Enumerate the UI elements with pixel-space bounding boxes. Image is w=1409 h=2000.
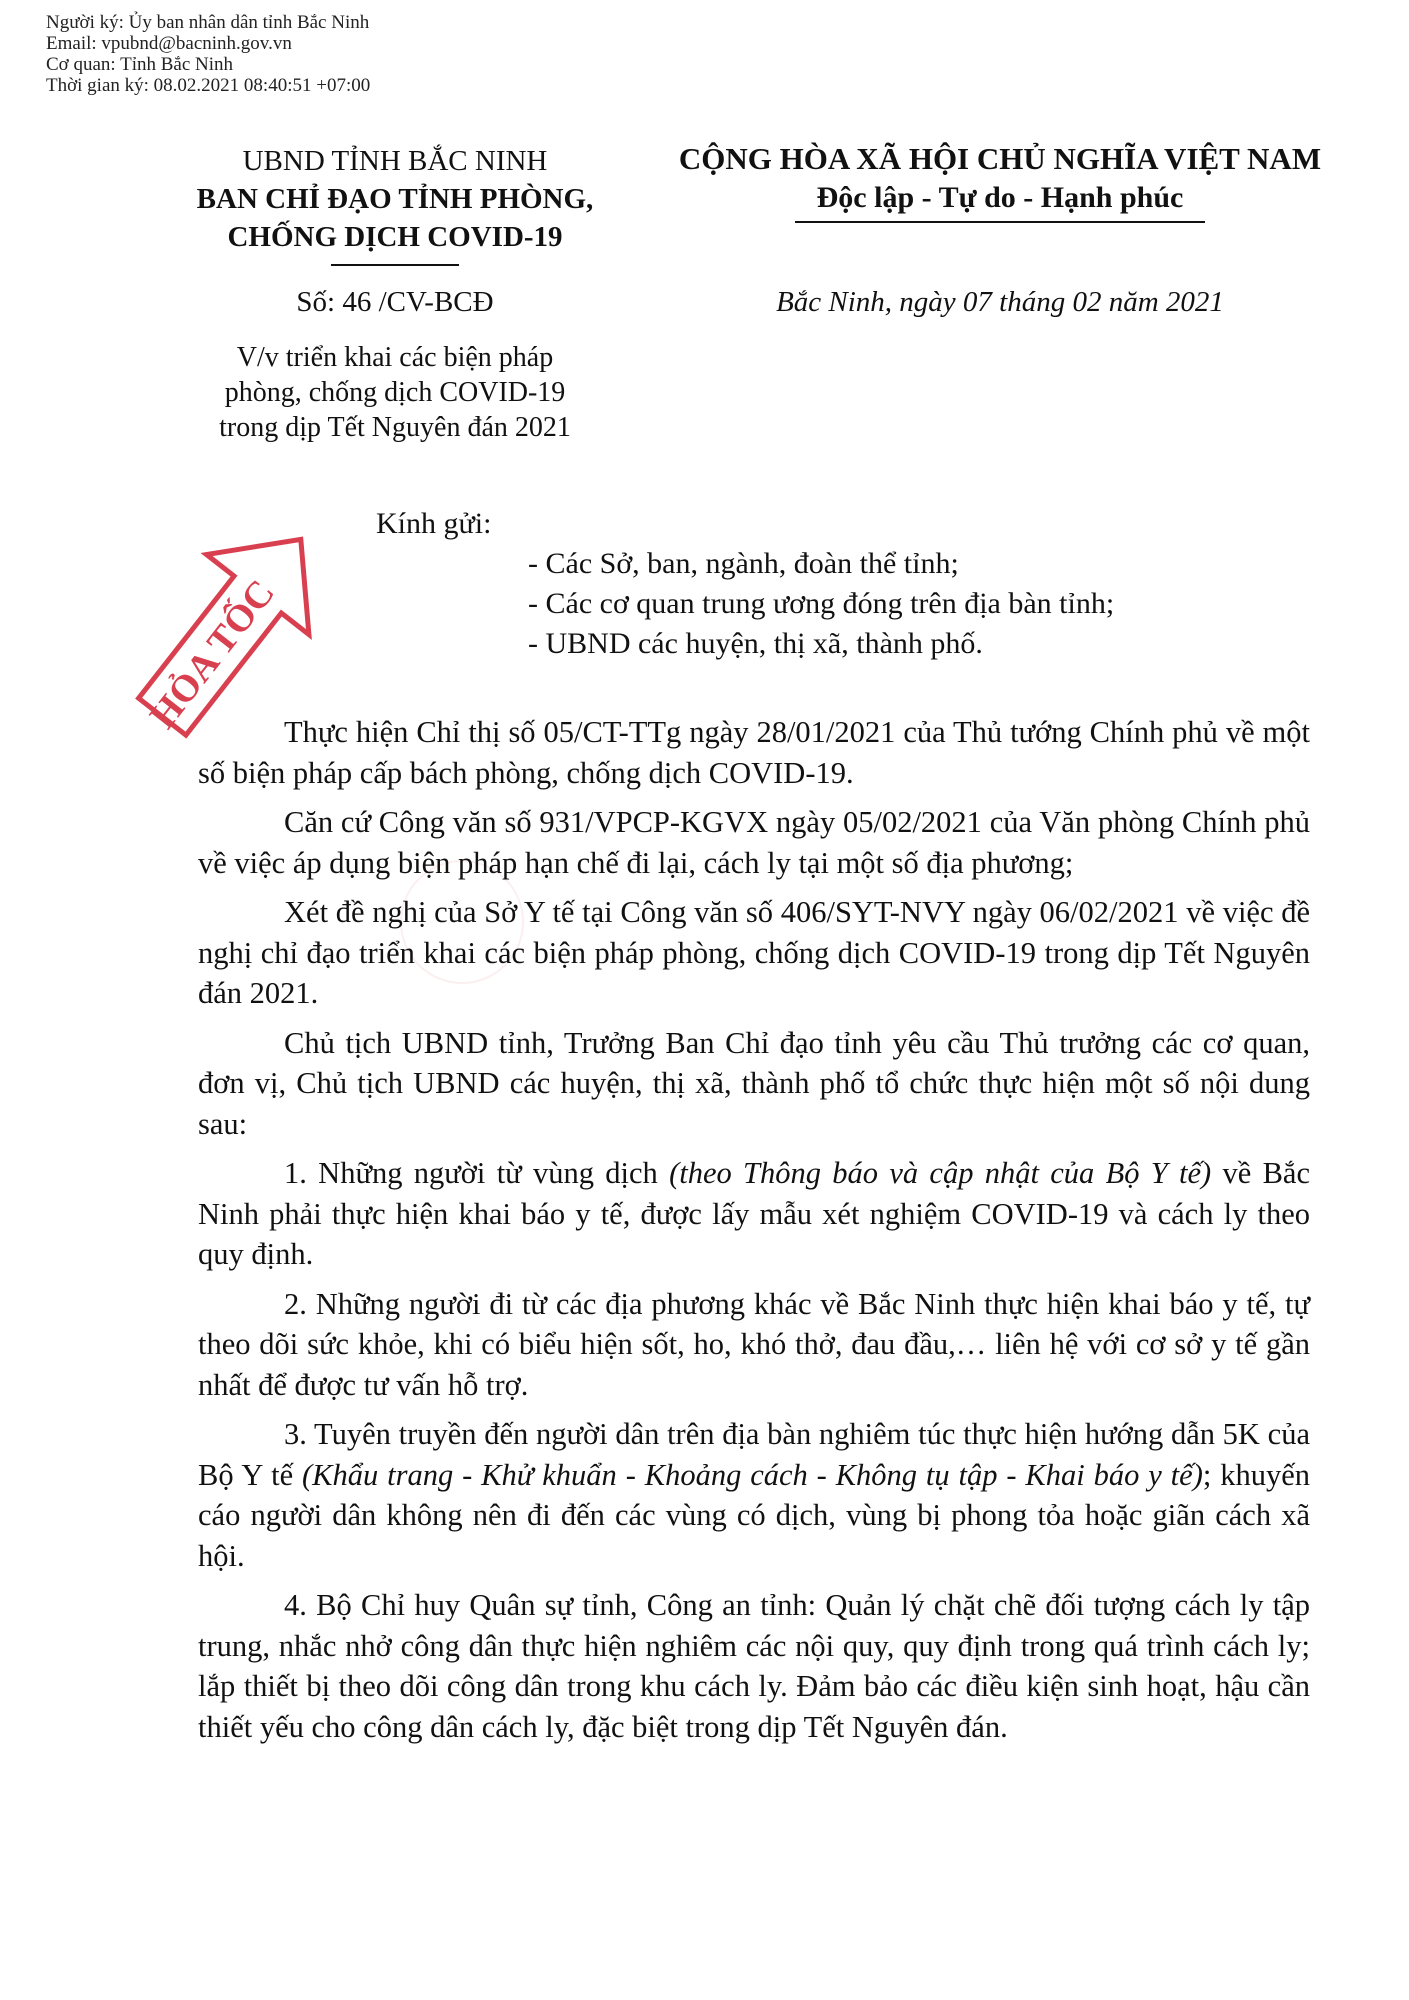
digital-signature-block: [46, 12, 370, 96]
document-number: Số: 46 /CV-BCĐ: [296, 286, 494, 318]
recipient-list: [528, 544, 1114, 664]
national-motto: Độc lập - Tự do - Hạnh phúc: [816, 181, 1184, 214]
recipient-item: - UBND các huyện, thị xã, thành phố.: [528, 627, 983, 660]
directive-item-1: [198, 1153, 1310, 1275]
directive-item-4: 4. Bộ Chỉ huy Quân sự tỉnh, Công an tỉnh: Quản lý chặt chẽ đối tượng cách ly tập trung, nhắc nhở công dân thực hiện nghiêm các nội quy, quy định trong quá trình cách ly; lắp thiết bị theo dõi công dân trong khu cách ly. Đảm bảo các điều kiện sinh hoạt, hậu cần thiết yếu cho công dân cách ly, đặc biệt trong dịp Tết Nguyên đán.: [198, 1588, 1310, 1744]
item3-italic: (Khẩu trang - Khử khuẩn - Khoảng cách - Không tụ tập - Khai báo y tế): [302, 1457, 1203, 1492]
body-paragraph: Xét đề nghị của Sở Y tế tại Công văn số 406/SYT-NVY ngày 06/02/2021 về việc đề nghị chỉ đạo triển khai các biện pháp phòng, chống dịch COVID-19 trong dịp Tết Nguyên đán 2021.: [198, 895, 1310, 1010]
recipient-item: - Các Sở, ban, ngành, đoàn thể tỉnh;: [528, 547, 959, 580]
item1-italic: (theo Thông báo và cập nhật của Bộ Y tế): [669, 1156, 1212, 1190]
directive-item-2: 2. Những người đi từ các địa phương khác về Bắc Ninh thực hiện khai báo y tế, tự theo dõi sức khỏe, khi có biểu hiện sốt, ho, khó thở, đau đầu,… liên hệ với cơ sở y tế gần nhất để được tư vấn hỗ trợ.: [198, 1286, 1310, 1402]
document-body: [198, 712, 1310, 1756]
issuing-agency-header: [160, 142, 630, 266]
item3-text: 3. Tuyên truyền đến người dân trên địa bàn nghiêm túc thực hiện hướng dẫn 5K của Bộ Y tế: [198, 1417, 1310, 1492]
subject-line3: trong dịp Tết Nguyên đán 2021: [219, 412, 571, 443]
signature-signer: Người ký: Ủy ban nhân dân tỉnh Bắc Ninh: [46, 12, 370, 33]
motto-underline: [795, 221, 1205, 223]
agency-name-line1: BAN CHỈ ĐẠO TỈNH PHÒNG,: [196, 183, 594, 215]
nation-title: CỘNG HÒA XÃ HỘI CHỦ NGHĨA VIỆT NAM: [678, 141, 1322, 176]
signature-agency: Cơ quan: Tỉnh Bắc Ninh: [46, 54, 234, 75]
document-subject: [160, 340, 630, 445]
body-paragraph: Căn cứ Công văn số 931/VPCP-KGVX ngày 05/02/2021 của Văn phòng Chính phủ về việc áp dụng biện pháp hạn chế đi lại, cách ly tại một số địa phương;: [198, 805, 1310, 880]
item1-text: 1. Những người từ vùng dịch: [284, 1156, 670, 1190]
agency-parent: UBND TỈNH BẮC NINH: [242, 145, 548, 177]
document-date: Bắc Ninh, ngày 07 tháng 02 năm 2021: [776, 286, 1224, 318]
directive-item-3: [198, 1414, 1310, 1576]
agency-underline: [331, 264, 459, 266]
subject-line1: V/v triển khai các biện pháp: [236, 342, 554, 373]
national-header: [660, 140, 1340, 223]
subject-line2: phòng, chống dịch COVID-19: [224, 377, 566, 408]
item3-text-end: ; khuyến cáo người dân không nên đi đến các vùng có dịch, vùng bị phong tỏa hoặc giãn cách xã hội.: [198, 1457, 1311, 1573]
agency-name-line2: CHỐNG DỊCH COVID-19: [227, 221, 563, 253]
stamp-text: HỎA TỐC: [141, 572, 283, 737]
recipient-item: - Các cơ quan trung ương đóng trên địa bàn tỉnh;: [528, 587, 1115, 620]
signature-email: Email: vpubnd@bacninh.gov.vn: [46, 33, 292, 54]
recipients-block: [376, 504, 1114, 664]
item1-text-end: về Bắc Ninh phải thực hiện khai báo y tế, được lấy mẫu xét nghiệm COVID-19 và cách ly theo quy định.: [198, 1156, 1310, 1271]
body-paragraph: Chủ tịch UBND tỉnh, Trưởng Ban Chỉ đạo tỉnh yêu cầu Thủ trưởng các cơ quan, đơn vị, Chủ tịch UBND các huyện, thị xã, thành phố tổ chức thực hiện một số nội dung sau:: [198, 1025, 1310, 1141]
body-paragraph: Thực hiện Chỉ thị số 05/CT-TTg ngày 28/01/2021 của Thủ tướng Chính phủ về một số biện pháp cấp bách phòng, chống dịch COVID-19.: [198, 715, 1310, 790]
signature-time: Thời gian ký: 08.02.2021 08:40:51 +07:00: [46, 75, 371, 96]
greeting: Kính gửi:: [376, 507, 492, 540]
